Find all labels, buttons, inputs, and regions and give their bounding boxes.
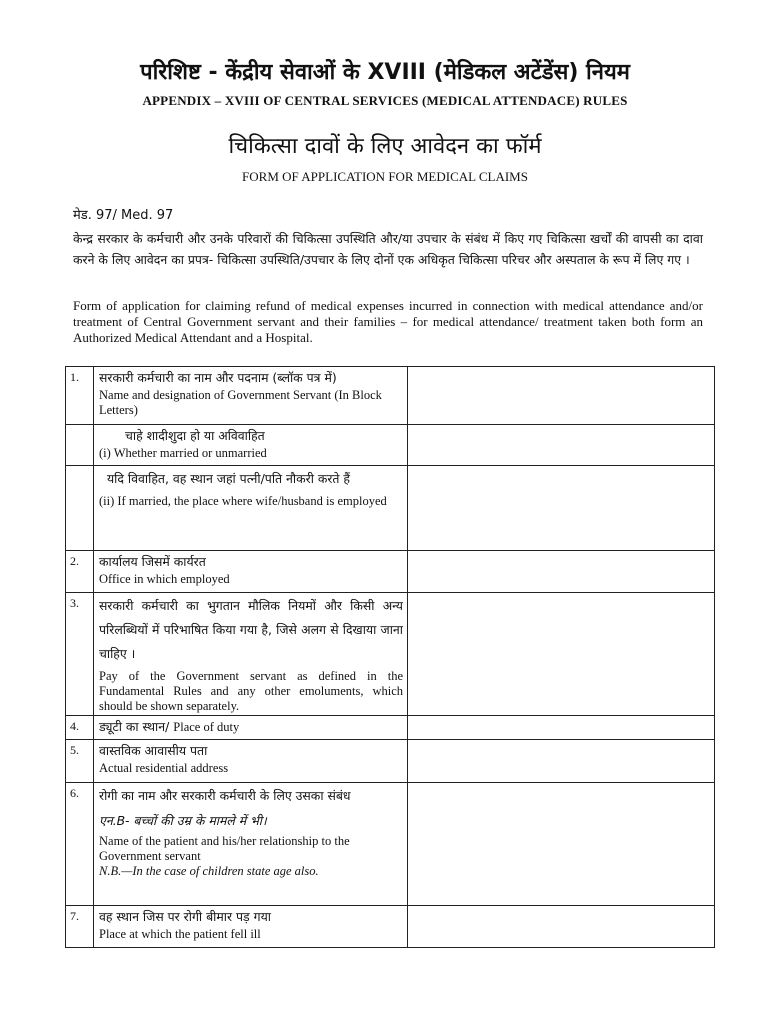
form-code: मेड. 97/ Med. 97: [73, 208, 174, 223]
title-hindi: परिशिष्ट - केंद्रीय सेवाओं के XVIII (मेडिकल अटेंडेंस) नियम: [140, 60, 630, 85]
row-label: [94, 367, 408, 425]
answer-field-duty-place[interactable]: [408, 716, 715, 740]
intro-english: Form of application for claiming refund of medical expenses incurred in connection with medical attendance and/or treatment of Central Government servant and their families – for medical attendance/ treatment taken both form an Authorized Medical Attendant and a Hospital.: [73, 298, 703, 345]
label-hindi: वह स्थान जिस पर रोगी बीमार पड़ गया: [99, 909, 271, 924]
label-hindi-note: एन.B- बच्चों की उम्र के मामले में भी।: [99, 813, 267, 828]
label-hindi: सरकारी कर्मचारी का नाम और पदनाम (ब्लॉक पत्र में): [99, 370, 337, 385]
row-number: 1.: [66, 367, 94, 425]
label-hindi: वास्तविक आवासीय पता: [99, 743, 208, 758]
answer-field-name[interactable]: [408, 367, 715, 425]
label-hindi: रोगी का नाम और सरकारी कर्मचारी के लिए उसका संबंध: [99, 788, 351, 803]
label-english: Office in which employed: [99, 572, 230, 586]
row-label: [94, 466, 408, 551]
row-label: [94, 906, 408, 948]
row-label: [94, 425, 408, 466]
subtitle-hindi: चिकित्सा दावों के लिए आवेदन का फॉर्म: [228, 134, 542, 159]
label-hindi: सरकारी कर्मचारी का भुगतान मौलिक नियमों और किसी अन्य परिलब्धियों में परिभाषित किया गया है, जिसे अलग से दिखाया जाना चाहिए ।: [99, 598, 403, 661]
row-number: 3.: [66, 593, 94, 716]
label-english: Name of the patient and his/her relationship to the Government servant: [99, 834, 350, 863]
label-english: Pay of the Government servant as defined in the Fundamental Rules and any other emoluments, which should be shown separately.: [99, 669, 403, 713]
label-hindi: कार्यालय जिसमें कार्यरत: [99, 554, 206, 569]
table-row: [66, 551, 715, 593]
row-label: [94, 551, 408, 593]
row-label: [94, 716, 408, 740]
claim-form-table: [65, 366, 715, 948]
row-number: 4.: [66, 716, 94, 740]
answer-field-marital-status[interactable]: [408, 425, 715, 466]
table-row: [66, 906, 715, 948]
table-row: [66, 593, 715, 716]
table-row: [66, 367, 715, 425]
label-english: Name and designation of Government Servant (In Block Letters): [99, 388, 382, 417]
row-number: 5.: [66, 740, 94, 783]
intro-hindi: केन्द्र सरकार के कर्मचारी और उनके परिवारों की चिकित्सा उपस्थिति और/या उपचार के संबंध में किए गए चिकित्सा खर्चों की वापसी का दावा करने के लिए आवेदन का प्रपत्र- चिकित्सा उपस्थिति/उपचार के लिए दोनों एक अधिकृत चिकित्सा परिचर और अस्पताल के रूप में लिए गए ।: [73, 231, 703, 267]
row-number: 6.: [66, 783, 94, 906]
answer-field-address[interactable]: [408, 740, 715, 783]
table-row: [66, 783, 715, 906]
table-row: [66, 716, 715, 740]
row-number: 2.: [66, 551, 94, 593]
label-hindi: चाहे शादीशुदा हो या अविवाहित: [125, 428, 265, 443]
label-english: (i) Whether married or unmarried: [99, 446, 267, 460]
label-english-note: N.B.—In the case of children state age also.: [99, 864, 319, 878]
label-english: Place of duty: [173, 720, 240, 734]
title-english: APPENDIX – XVIII OF CENTRAL SERVICES (MEDICAL ATTENDACE) RULES: [142, 93, 628, 108]
label-english: Actual residential address: [99, 761, 229, 775]
label-english: (ii) If married, the place where wife/husband is employed: [99, 494, 387, 508]
answer-field-patient[interactable]: [408, 783, 715, 906]
row-label: [94, 740, 408, 783]
answer-field-office[interactable]: [408, 551, 715, 593]
label-english: Place at which the patient fell ill: [99, 927, 261, 941]
answer-field-pay[interactable]: [408, 593, 715, 716]
subtitle-english: FORM OF APPLICATION FOR MEDICAL CLAIMS: [242, 169, 528, 184]
answer-field-spouse-employment[interactable]: [408, 466, 715, 551]
row-number: [66, 466, 94, 551]
table-row: [66, 425, 715, 466]
answer-field-illness-place[interactable]: [408, 906, 715, 948]
table-row: [66, 740, 715, 783]
label-hindi: यदि विवाहित, वह स्थान जहां पत्नी/पति नौकरी करते हैं: [107, 471, 351, 486]
row-label: [94, 593, 408, 716]
row-label: [94, 783, 408, 906]
row-number: [66, 425, 94, 466]
label-hindi: ड्यूटी का स्थान/: [99, 719, 170, 734]
row-number: 7.: [66, 906, 94, 948]
table-row: [66, 466, 715, 551]
